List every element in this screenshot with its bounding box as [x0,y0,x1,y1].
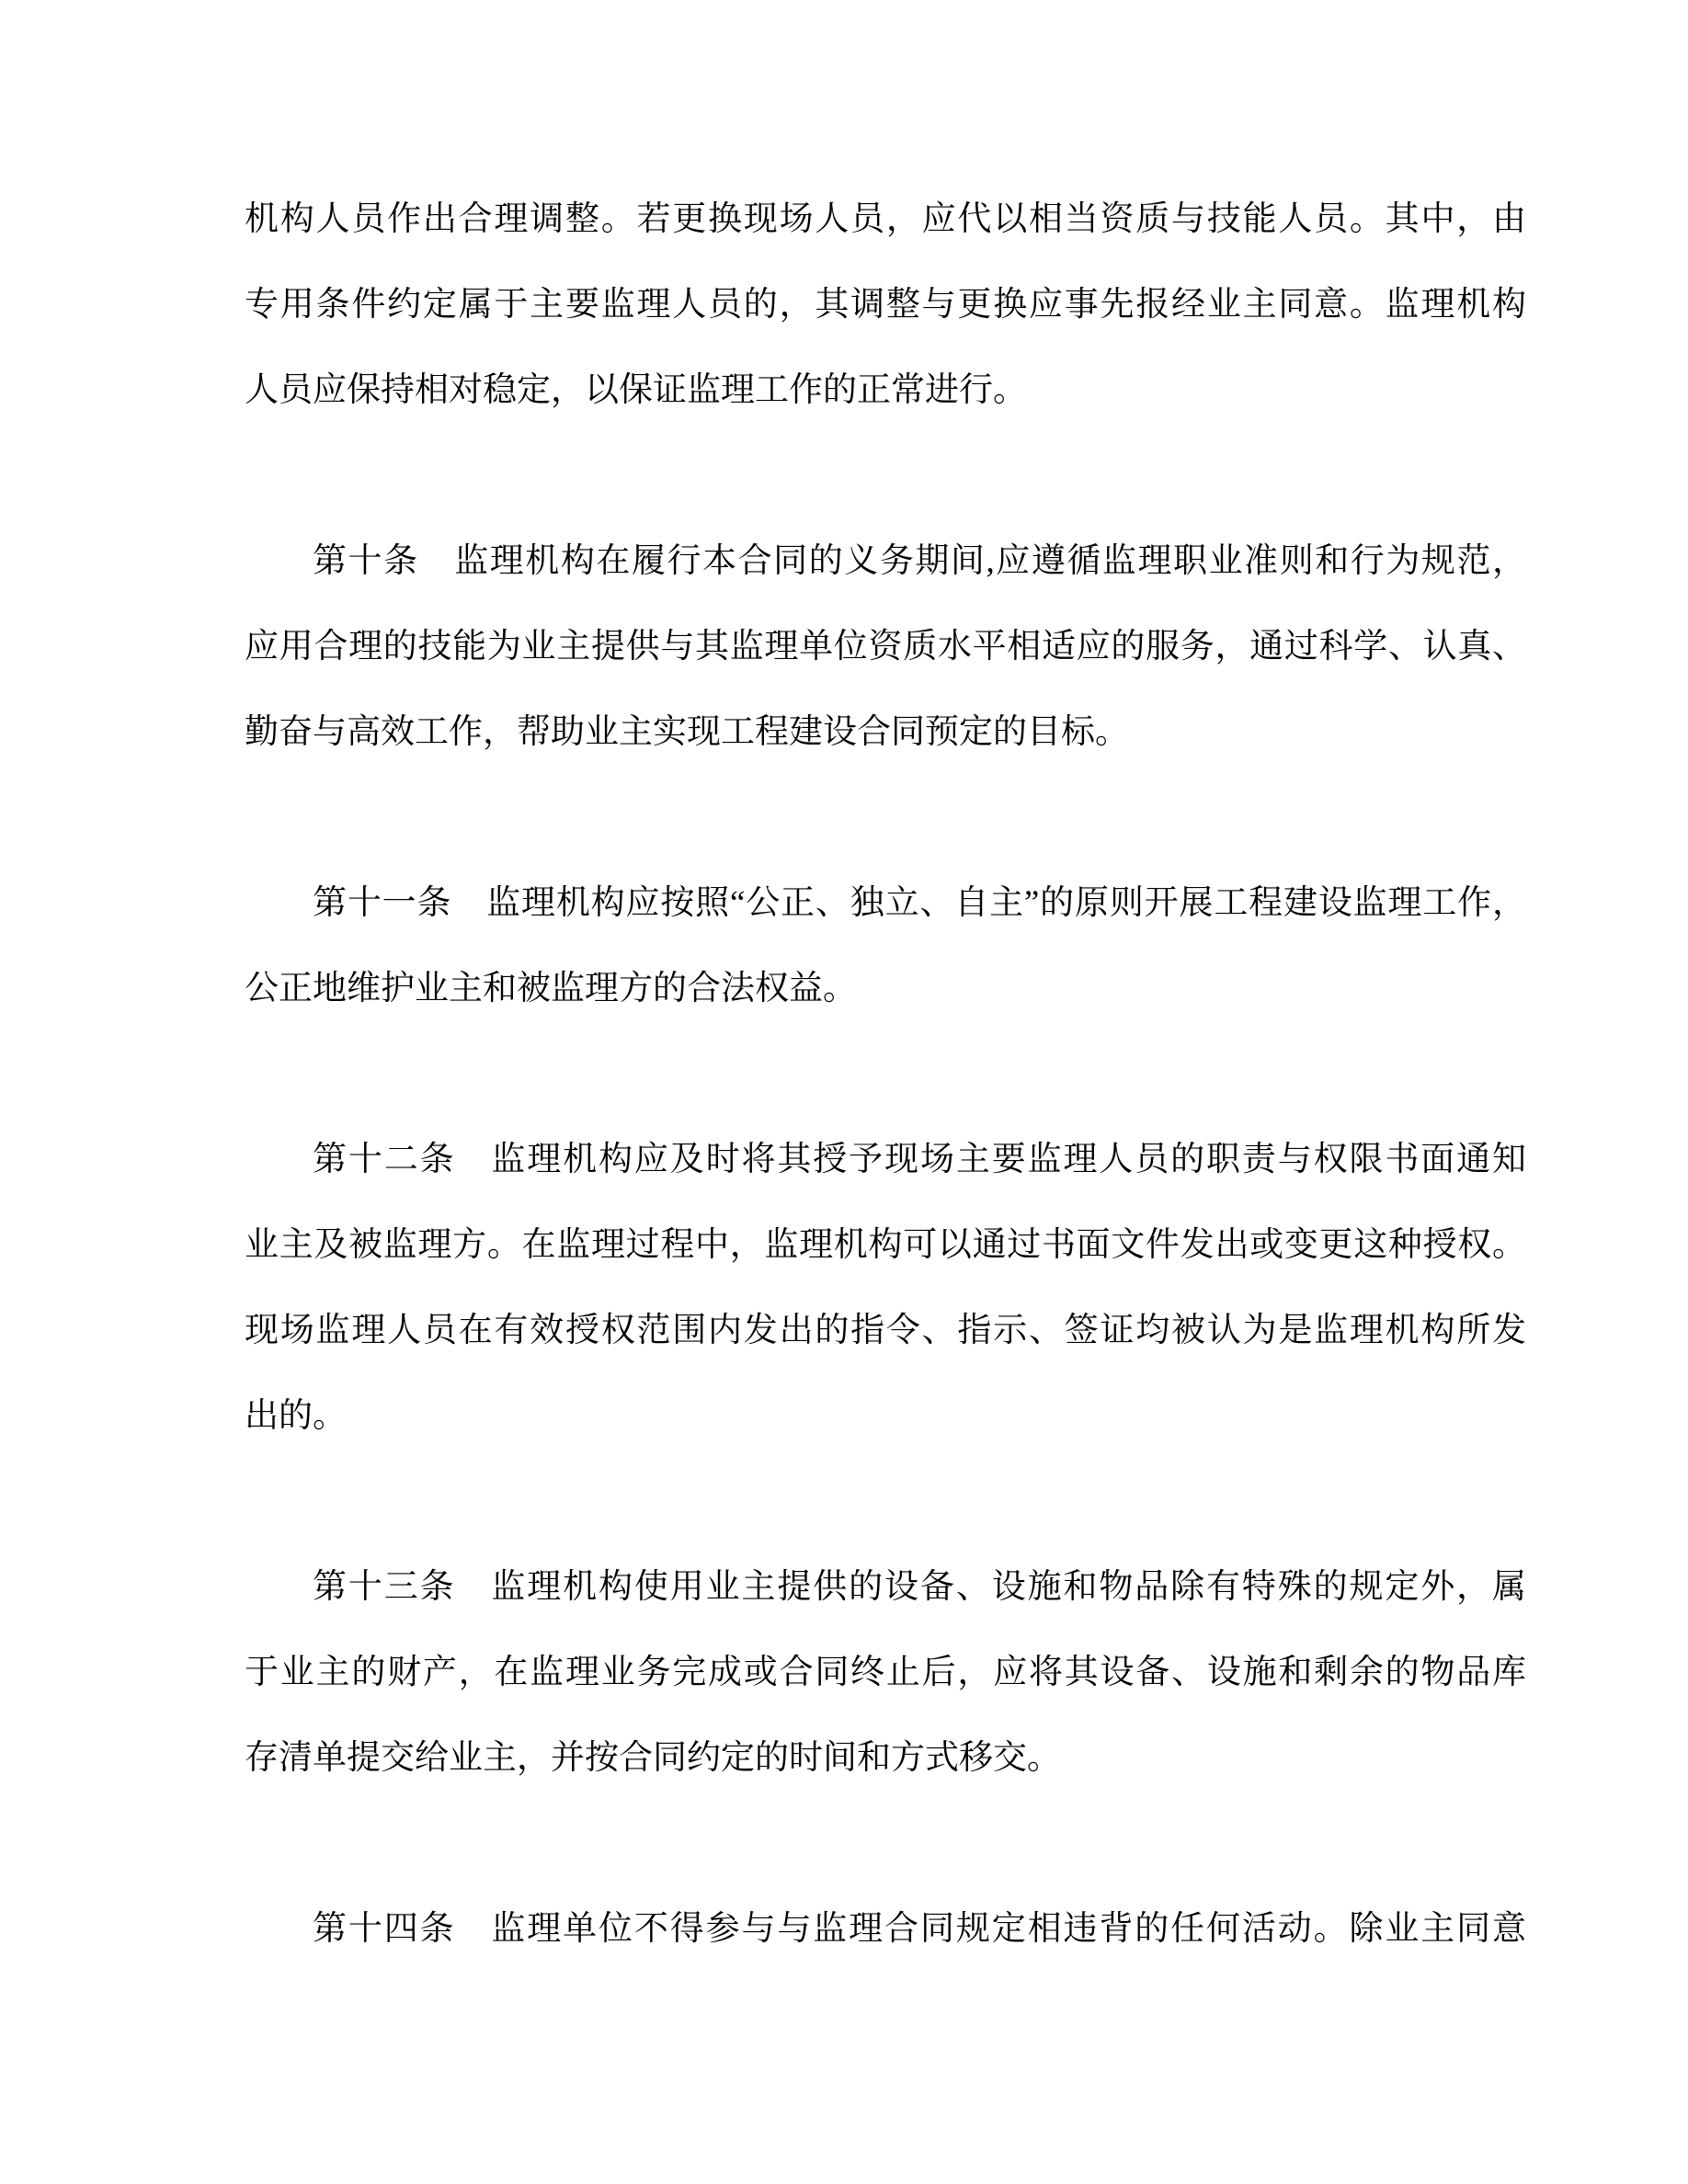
paragraph-clause-13 [245,1544,1526,1801]
clause-heading-line: 第十条 监理机构在履行本合同的义务期间,应遵循监理职业准则和行为规范， [313,542,1526,580]
paragraph-continuation [245,176,1526,433]
paragraph-clause-12 [245,1117,1526,1459]
text-line: 勤奋与高效工作，帮助业主实现工程建设合同预定的目标。 [245,713,1129,751]
text-line: 公正地维护业主和被监理方的合法权益。 [245,970,857,1007]
clause-heading-line: 第十二条 监理机构应及时将其授予现场主要监理人员的职责与权限书面通知 [313,1141,1526,1178]
clause-heading-line: 第十四条 监理单位不得参与与监理合同规定相违背的任何活动。除业主同意 [313,1910,1526,1948]
clause-heading-line: 第十一条 监理机构应按照“公正、独立、自主”的原则开展工程建设监理工作， [313,884,1526,922]
text-line: 出的。 [245,1397,347,1435]
text-line: 存清单提交给业主，并按合同约定的时间和方式移交。 [245,1739,1061,1777]
text-line: 于业主的财产，在监理业务完成或合同终止后，应将其设备、设施和剩余的物品库 [245,1654,1526,1691]
text-line: 应用合理的技能为业主提供与其监理单位资质水平相适应的服务，通过科学、认真、 [245,628,1526,665]
text-line: 人员应保持相对稳定，以保证监理工作的正常进行。 [245,371,1027,409]
document-text-block [245,176,1526,1972]
text-line: 专用条件约定属于主要监理人员的，其调整与更换应事先报经业主同意。监理机构 [245,286,1526,324]
paragraph-clause-14 [245,1886,1526,1972]
text-line: 机构人员作出合理调整。若更换现场人员，应代以相当资质与技能人员。其中，由 [245,200,1526,238]
paragraph-clause-10 [245,518,1526,775]
clause-heading-line: 第十三条 监理机构使用业主提供的设备、设施和物品除有特殊的规定外，属 [313,1568,1526,1606]
text-line: 现场监理人员在有效授权范围内发出的指令、指示、签证均被认为是监理机构所发 [245,1312,1526,1349]
text-line: 业主及被监理方。在监理过程中，监理机构可以通过书面文件发出或变更这种授权。 [245,1226,1526,1264]
paragraph-clause-11 [245,860,1526,1031]
